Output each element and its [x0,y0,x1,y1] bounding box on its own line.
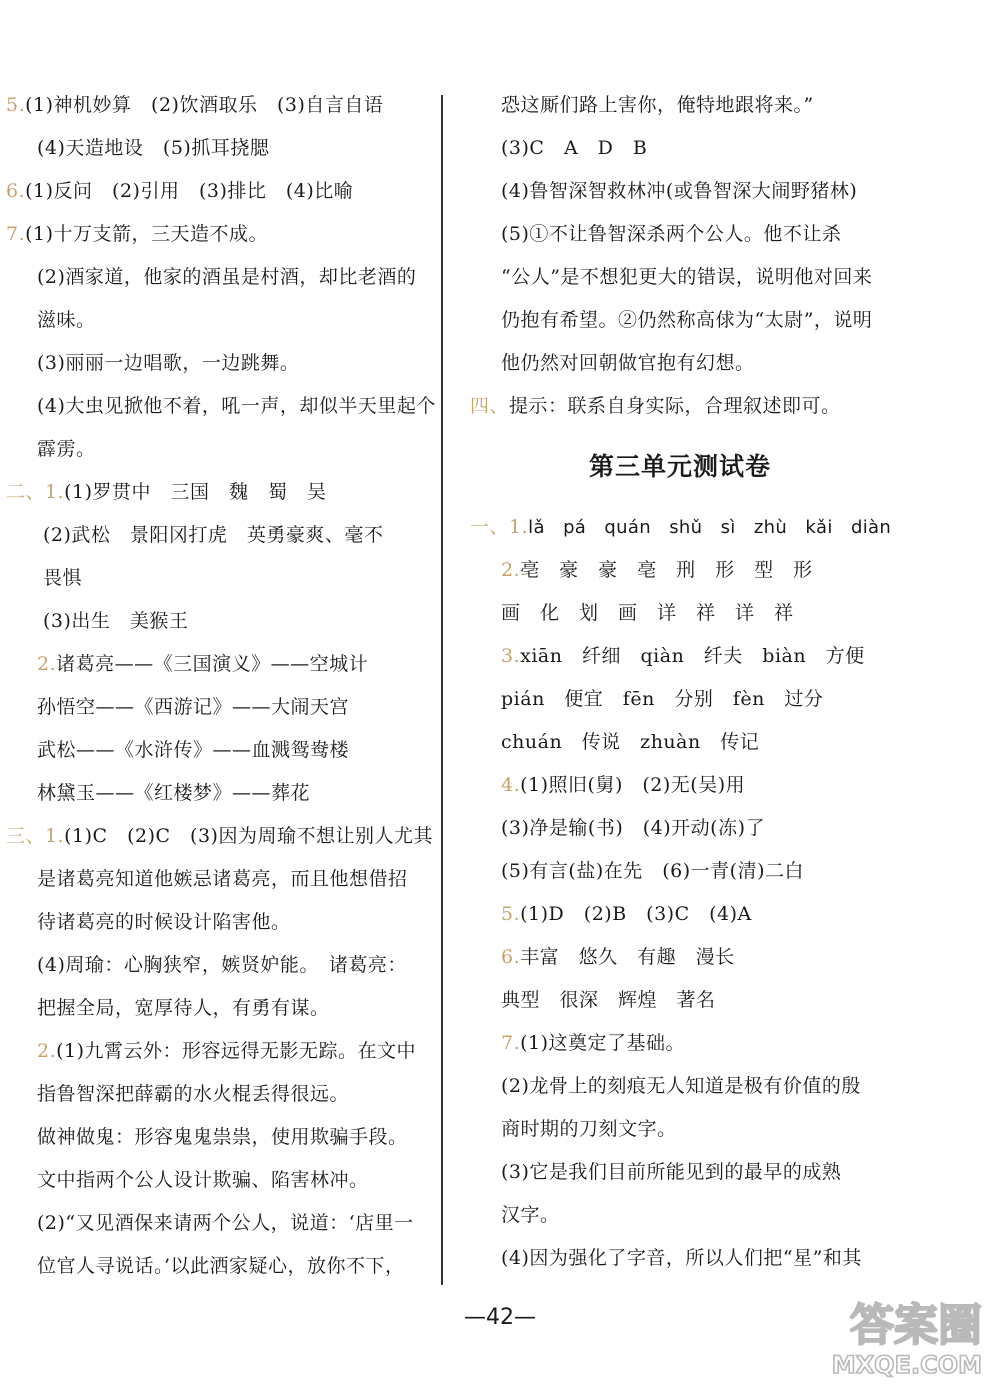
answer-text: (3)出生 美猴王 [43,610,189,632]
answer-line [470,635,890,678]
answer-text: 仍抱有希望。②仍然称高俅为“太尉”，说明 [501,309,873,331]
question-number: 6. [6,180,26,202]
answer-line [470,1151,890,1194]
answer-line [470,506,890,549]
answer-line [6,127,426,170]
answer-line [470,342,890,385]
answer-line [6,299,426,342]
answer-line [6,342,426,385]
answer-line [470,549,890,592]
answer-line [470,764,890,807]
answer-text: xiān 纤细 qiàn 纤夫 biàn 方便 [520,645,865,667]
answer-line [470,979,890,1022]
answer-text: 是诸葛亮知道他嫉忌诸葛亮，而且他想借招 [37,868,408,890]
answer-line [470,850,890,893]
answer-text: 画 化 划 画 详 祥 详 祥 [501,602,794,624]
answer-line [470,127,890,170]
right-column [470,84,890,1280]
answer-text: (2)“又见酒保来请两个公人，说道：‘店里一 [37,1212,414,1234]
answer-text: (1)反问 (2)引用 (3)排比 (4)比喻 [25,180,354,202]
answer-line [470,385,890,428]
answer-line [6,987,426,1030]
answer-line [6,901,426,944]
answer-text: (1)九霄云外：形容远得无影无踪。在文中 [56,1040,417,1062]
answer-text: 亳 豪 豪 亳 刑 形 型 形 [520,559,813,581]
answer-text: 把握全局，宽厚待人，有勇有谋。 [37,997,330,1019]
answer-line [6,256,426,299]
answer-text: (3)它是我们目前所能见到的最早的成熟 [501,1161,842,1183]
answer-line [6,1159,426,1202]
answer-line [470,678,890,721]
answer-line [6,557,426,600]
answer-text: 丰富 悠久 有趣 漫长 [520,946,735,968]
answer-line [6,1073,426,1116]
answer-line [6,170,426,213]
question-number: 二、1. [6,481,65,503]
answer-text: (3)丽丽一边唱歌，一边跳舞。 [37,352,300,374]
answer-line [6,213,426,256]
answer-line [6,600,426,643]
answer-line [6,1245,426,1288]
answer-line [6,514,426,557]
section-title: 第三单元测试卷 [588,452,771,481]
answer-text: (3)净是输(书) (4)开动(冻)了 [501,817,765,839]
answer-text: 待诸葛亮的时候设计陷害他。 [37,911,291,933]
answer-text: “公人”是不想犯更大的错误，说明他对回来 [501,266,873,288]
answer-text: (5)①不让鲁智深杀两个公人。他不让杀 [501,223,842,245]
answer-text: (1)这奠定了基础。 [520,1032,686,1054]
answer-text: (4)天造地设 (5)抓耳挠腮 [37,137,270,159]
answer-text: 孙悟空——《西游记》——大闹天宫 [37,696,350,718]
answer-line [470,893,890,936]
answer-text: (4)因为强化了字音，所以人们把“星”和其 [501,1247,862,1269]
answer-line [470,807,890,850]
answer-line [470,936,890,979]
answer-line [6,1116,426,1159]
answer-text: 汉字。 [501,1204,560,1226]
answer-line [470,84,890,127]
answer-line [470,1237,890,1280]
answer-text: 做神做鬼：形容鬼鬼祟祟，使用欺骗手段。 [37,1126,408,1148]
answer-line [6,84,426,127]
answer-line [470,721,890,764]
page-number: —42— [464,1305,536,1330]
answer-text: (5)有言(盐)在先 (6)一青(清)二白 [501,860,804,882]
answer-line [470,256,890,299]
answer-text: (2)武松 景阳冈打虎 英勇豪爽、毫不 [43,524,384,546]
answer-text: 文中指两个公人设计欺骗、陷害林冲。 [37,1169,369,1191]
answer-line [6,1202,426,1245]
answer-line [6,428,426,471]
answer-line [470,1065,890,1108]
question-number: 7. [6,223,26,245]
answer-text: (4)鲁智深智救林冲(或鲁智深大闹野猪林) [501,180,858,202]
answer-text: (1)C (2)C (3)因为周瑜不想让别人尤其 [64,825,433,847]
pinyin-text: lǎ pá quán shǔ sì zhù kǎi diàn [528,517,892,538]
question-number: 一、1. [470,516,529,538]
answer-text: (1)神机妙算 (2)饮酒取乐 (3)自言自语 [25,94,384,116]
question-number: 2. [501,559,521,581]
answer-text: (3)C A D B [501,137,648,159]
question-number: 7. [501,1032,521,1054]
answer-line [470,299,890,342]
question-number: 3. [501,645,521,667]
answer-line [470,213,890,256]
answer-line [470,1022,890,1065]
left-column [6,84,436,1288]
answer-line [6,729,426,772]
watermark-logo [792,1285,992,1385]
answer-text: 典型 很深 辉煌 著名 [501,989,716,1011]
answer-text: 武松——《水浒传》——血溅鸳鸯楼 [37,739,350,761]
answer-text: (2)酒家道，他家的酒虽是村酒，却比老酒的 [37,266,417,288]
answer-text: 恐这厮们路上害你，俺特地跟将来。” [501,94,814,116]
answer-text: (4)周瑜：心胸狭窄，嫉贤妒能。 诸葛亮： [37,954,407,976]
answer-line [470,170,890,213]
answer-line [6,643,426,686]
question-number: 5. [6,94,26,116]
answer-text: 商时期的刀刻文字。 [501,1118,677,1140]
question-number: 四、 [470,395,510,417]
answer-text: 他仍然对回朝做官抱有幻想。 [501,352,755,374]
answer-line [6,385,436,428]
column-divider [441,95,443,1285]
answer-line [6,815,433,858]
answer-text: 畏惧 [43,567,83,589]
answer-text: 指鲁智深把薛霸的水火棍丢得很远。 [37,1083,350,1105]
question-number: 6. [501,946,521,968]
answer-text: chuán 传说 zhuàn 传记 [501,731,760,753]
watermark-url: MXQE.COM [831,1351,982,1379]
answer-line [470,1108,890,1151]
answer-text: (2)龙骨上的刻痕无人知道是极有价值的殷 [501,1075,861,1097]
answer-text: pián 便宜 fēn 分别 fèn 过分 [501,688,824,710]
question-number: 4. [501,774,521,796]
question-number: 2. [37,1040,57,1062]
answer-line [6,772,426,815]
answer-line [6,686,426,729]
answer-text: 提示：联系自身实际，合理叙述即可。 [509,395,841,417]
answer-line [6,471,426,514]
answer-text: (4)大虫见掀他不着，吼一声，却似半天里起个 [37,395,436,417]
answer-line [6,1030,426,1073]
answer-text: (1)D (2)B (3)C (4)A [520,903,752,925]
answer-text: (1)十万支箭，三天造不成。 [25,223,269,245]
answer-text: (1)照旧(舅) (2)无(吴)用 [520,774,746,796]
watermark-text: 答案圈 [850,1300,982,1351]
answer-text: 诸葛亮——《三国演义》——空城计 [56,653,369,675]
answer-line [470,1194,890,1237]
question-number: 三、1. [6,825,65,847]
answer-text: (1)罗贯中 三国 魏 蜀 吴 [64,481,327,503]
answer-line [470,592,890,635]
answer-text: 滋味。 [37,309,96,331]
answer-line [6,944,426,987]
answer-text: 位官人寻说话。’以此洒家疑心，放你不下， [37,1255,405,1277]
answer-line [6,858,426,901]
question-number: 2. [37,653,57,675]
question-number: 5. [501,903,521,925]
answer-text: 霹雳。 [37,438,96,460]
answer-text: 林黛玉——《红楼梦》——葬花 [37,782,311,804]
